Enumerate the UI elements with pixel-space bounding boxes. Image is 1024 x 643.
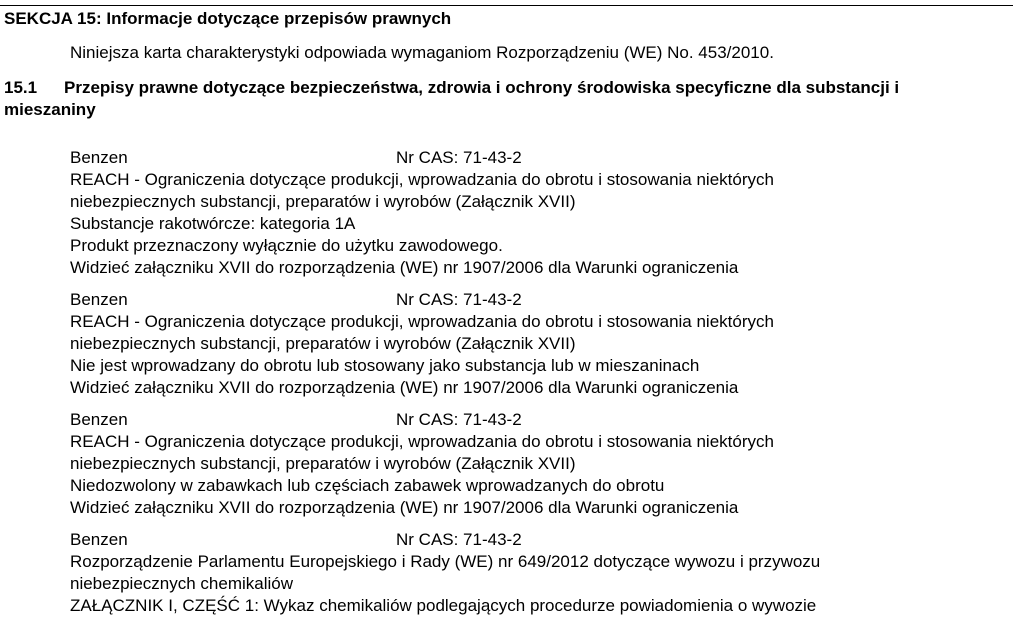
substance-name: Benzen <box>70 530 128 549</box>
entry-text-line: Widzieć załączniku XVII do rozporządzenia (WE) nr 1907/2006 dla Warunki ograniczenia <box>70 378 739 397</box>
entry-text-line: Rozporządzenie Parlamentu Europejskiego i Rady (WE) nr 649/2012 dotyczące wywozu i przywozu <box>70 552 821 571</box>
cas-number: Nr CAS: 71-43-2 <box>396 148 522 167</box>
cas-number: Nr CAS: 71-43-2 <box>396 530 522 549</box>
section-intro: Niniejsza karta charakterystyki odpowiada wymaganiom Rozporządzeniu (WE) No. 453/2010. <box>70 43 774 62</box>
entry-text-line: Niedozwolony w zabawkach lub częściach zabawek wprowadzanych do obrotu <box>70 476 665 495</box>
section-top-rule <box>0 5 1013 6</box>
subsection-number: 15.1 <box>4 78 38 97</box>
regulation-entries <box>70 147 1010 627</box>
entry-text-line: Produkt przeznaczony wyłącznie do użytku zawodowego. <box>70 236 503 255</box>
regulation-entry <box>70 529 1010 617</box>
regulation-entry <box>70 289 1010 399</box>
entry-header <box>70 147 1010 169</box>
section-title: SEKCJA 15: Informacje dotyczące przepisów prawnych <box>4 9 452 28</box>
substance-name: Benzen <box>70 410 128 429</box>
cas-number: Nr CAS: 71-43-2 <box>396 290 522 309</box>
entry-text-line: niebezpiecznych substancji, preparatów i wyrobów (Załącznik XVII) <box>70 334 576 353</box>
entry-text-line: REACH - Ograniczenia dotyczące produkcji, wprowadzania do obrotu i stosowania niektórych <box>70 170 774 189</box>
substance-name: Benzen <box>70 290 128 309</box>
entry-text-line: Substancje rakotwórcze: kategoria 1A <box>70 214 356 233</box>
subsection-title: Przepisy prawne dotyczące bezpieczeństwa, zdrowia i ochrony środowiska specyficzne dla substancji i mieszaniny <box>4 78 900 119</box>
regulation-entry <box>70 409 1010 519</box>
entry-text-line: Widzieć załączniku XVII do rozporządzenia (WE) nr 1907/2006 dla Warunki ograniczenia <box>70 498 739 517</box>
entry-text-line: Widzieć załączniku XVII do rozporządzenia (WE) nr 1907/2006 dla Warunki ograniczenia <box>70 258 739 277</box>
entry-text-line: REACH - Ograniczenia dotyczące produkcji, wprowadzania do obrotu i stosowania niektórych <box>70 432 774 451</box>
entry-text-line: Nie jest wprowadzany do obrotu lub stosowany jako substancja lub w mieszaninach <box>70 356 700 375</box>
entry-text-line: niebezpiecznych substancji, preparatów i wyrobów (Załącznik XVII) <box>70 192 576 211</box>
substance-name: Benzen <box>70 148 128 167</box>
entry-text-line: REACH - Ograniczenia dotyczące produkcji, wprowadzania do obrotu i stosowania niektórych <box>70 312 774 331</box>
entry-header <box>70 289 1010 311</box>
entry-text-line: niebezpiecznych substancji, preparatów i wyrobów (Załącznik XVII) <box>70 454 576 473</box>
subsection-heading <box>4 77 964 121</box>
entry-header <box>70 529 1010 551</box>
cas-number: Nr CAS: 71-43-2 <box>396 410 522 429</box>
entry-text-line: niebezpiecznych chemikaliów <box>70 574 294 593</box>
entry-header <box>70 409 1010 431</box>
entry-text-line: ZAŁĄCZNIK I, CZĘŚĆ 1: Wykaz chemikaliów podlegających procedurze powiadomienia o wywozie <box>70 596 817 615</box>
regulation-entry <box>70 147 1010 279</box>
